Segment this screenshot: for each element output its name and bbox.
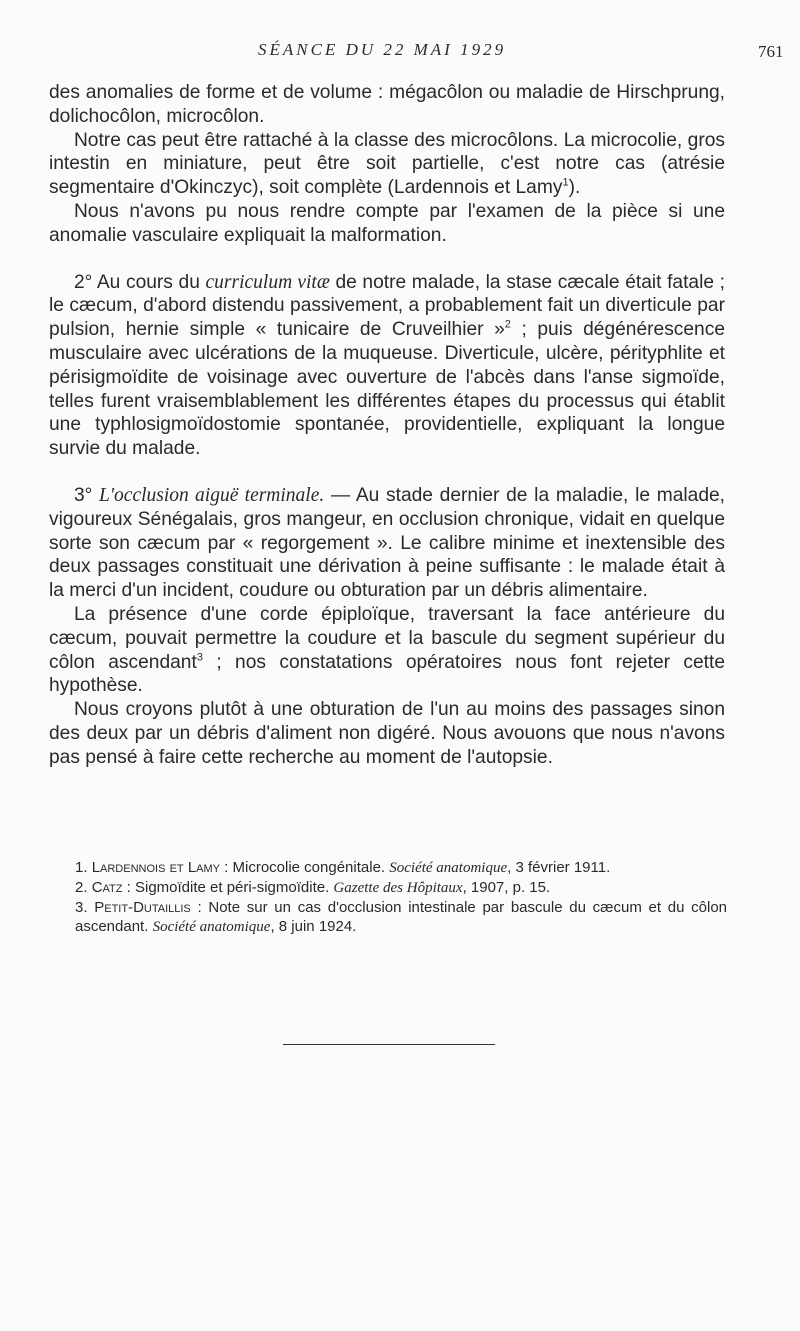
paragraph-4-tail: ; puis dégénérescence musculaire avec ulcérations de la muqueuse. Diverticule, ulcère, pérityphlite et périsigmoïdite de voisinage avec ouverture de l'abcès dans l'anse sigmoïde, telles furent vraisemblablement les différentes étapes du processus qui établit une typhlosigmoïdostomie spontanée, providentielle, expliquant la longue survie du malade. (49, 319, 725, 460)
paragraph-6 (49, 603, 725, 698)
footnote-journal: Société anatomique (152, 919, 271, 935)
footnote-ref-3: 3 (196, 651, 203, 664)
footnote-number: 3. (75, 899, 88, 916)
paragraph-4-lead: Au cours du (92, 271, 206, 293)
footnote-text: : Note sur un cas d'occlusion intestinale par bascule du cæcum et du côlon ascendant. (75, 899, 728, 935)
paragraph-6-tail: ; nos constatations opératoires nous font rejeter cette hypothèse. (49, 651, 725, 697)
paragraph-2-tail: ). (568, 177, 581, 199)
footnote-number: 2. (75, 879, 88, 896)
page-number: 761 (758, 42, 784, 61)
footnote-text: : Microcolie congénitale. (220, 859, 390, 876)
footnote-author: Catz (91, 879, 123, 896)
page-header (0, 40, 800, 66)
footnote-date: , 3 février 1911. (507, 859, 611, 876)
footnotes (75, 858, 727, 937)
paragraph-4 (49, 271, 725, 461)
paragraph-6-text: La présence d'une corde épiploïque, traversant la face antérieure du cæcum, pouvait permettre la coudure et la bascule du segment supérieur du côlon ascendant (49, 603, 725, 673)
paragraph-4-text: de notre malade, la stase cæcale était fatale ; le cæcum, d'abord distendu passivement, a probablement fait un diverticule par pulsion, hernie simple « tunicaire de Cruveilhier » (49, 271, 725, 341)
footnote-date: , 1907, p. 15. (462, 879, 551, 896)
footnote-number: 1. (75, 859, 88, 876)
curriculum-vitae-term: curriculum vitæ (205, 271, 330, 293)
footnote-ref-2: 2 (504, 318, 511, 331)
paragraph-3: Nous n'avons pu nous rendre compte par l'examen de la pièce si une anomalie vasculaire expliquait la malformation. (49, 200, 725, 246)
section-number-2: 2° (73, 271, 93, 293)
footnote-journal: Société anatomique (389, 860, 508, 876)
paragraph-5 (49, 484, 725, 603)
body-text (49, 81, 725, 770)
section-number-3: 3° (73, 484, 93, 506)
section-title-occlusion: L'occlusion aiguë terminale. (99, 484, 325, 506)
running-head: SÉANCE DU 22 MAI 1929 (258, 40, 507, 59)
end-rule (283, 1044, 495, 1045)
paragraph-2 (49, 129, 725, 200)
paragraph-1: des anomalies de forme et de volume : mégacôlon ou maladie de Hirschprung, dolichocôlon, microcôlon. (49, 82, 725, 127)
paragraph-2-text: Notre cas peut être rattaché à la classe des microcôlons. La microcolie, gros intestin en miniature, peut être soit partielle, c'est notre cas (atrésie segmentaire d'Okinczyc), soit complète (Lardennois et Lamy (49, 129, 725, 199)
paragraph-7: Nous croyons plutôt à une obturation de l'un au moins des passages sinon des deux par un débris d'aliment non digéré. Nous avouons que nous n'avons pas pensé à faire cette recherche au moment de l'autopsie. (49, 699, 725, 768)
footnote-author: Lardennois et Lamy (91, 859, 220, 876)
footnote-text: : Sigmoïdite et péri-sigmoïdite. (122, 879, 334, 896)
footnote-journal: Gazette des Hôpitaux (333, 880, 463, 896)
footnote-date: , 8 juin 1924. (270, 918, 357, 935)
paragraph-5-text: — Au stade dernier de la maladie, le malade, vigoureux Sénégalais, gros mangeur, en occlusion chronique, vidait en quelque sorte son cæcum par « regorgement ». Le calibre minime et inextensible des deux passages constituait une dérivation à peine suffisante : le malade était à la merci d'un incident, coudure ou obturation par un débris alimentaire. (49, 484, 725, 602)
footnote-1 (75, 858, 727, 878)
footnote-author: Petit-Dutaillis (94, 899, 191, 916)
footnote-ref-1: 1 (562, 176, 569, 189)
footnote-3 (75, 898, 727, 937)
footnote-2 (75, 878, 727, 898)
